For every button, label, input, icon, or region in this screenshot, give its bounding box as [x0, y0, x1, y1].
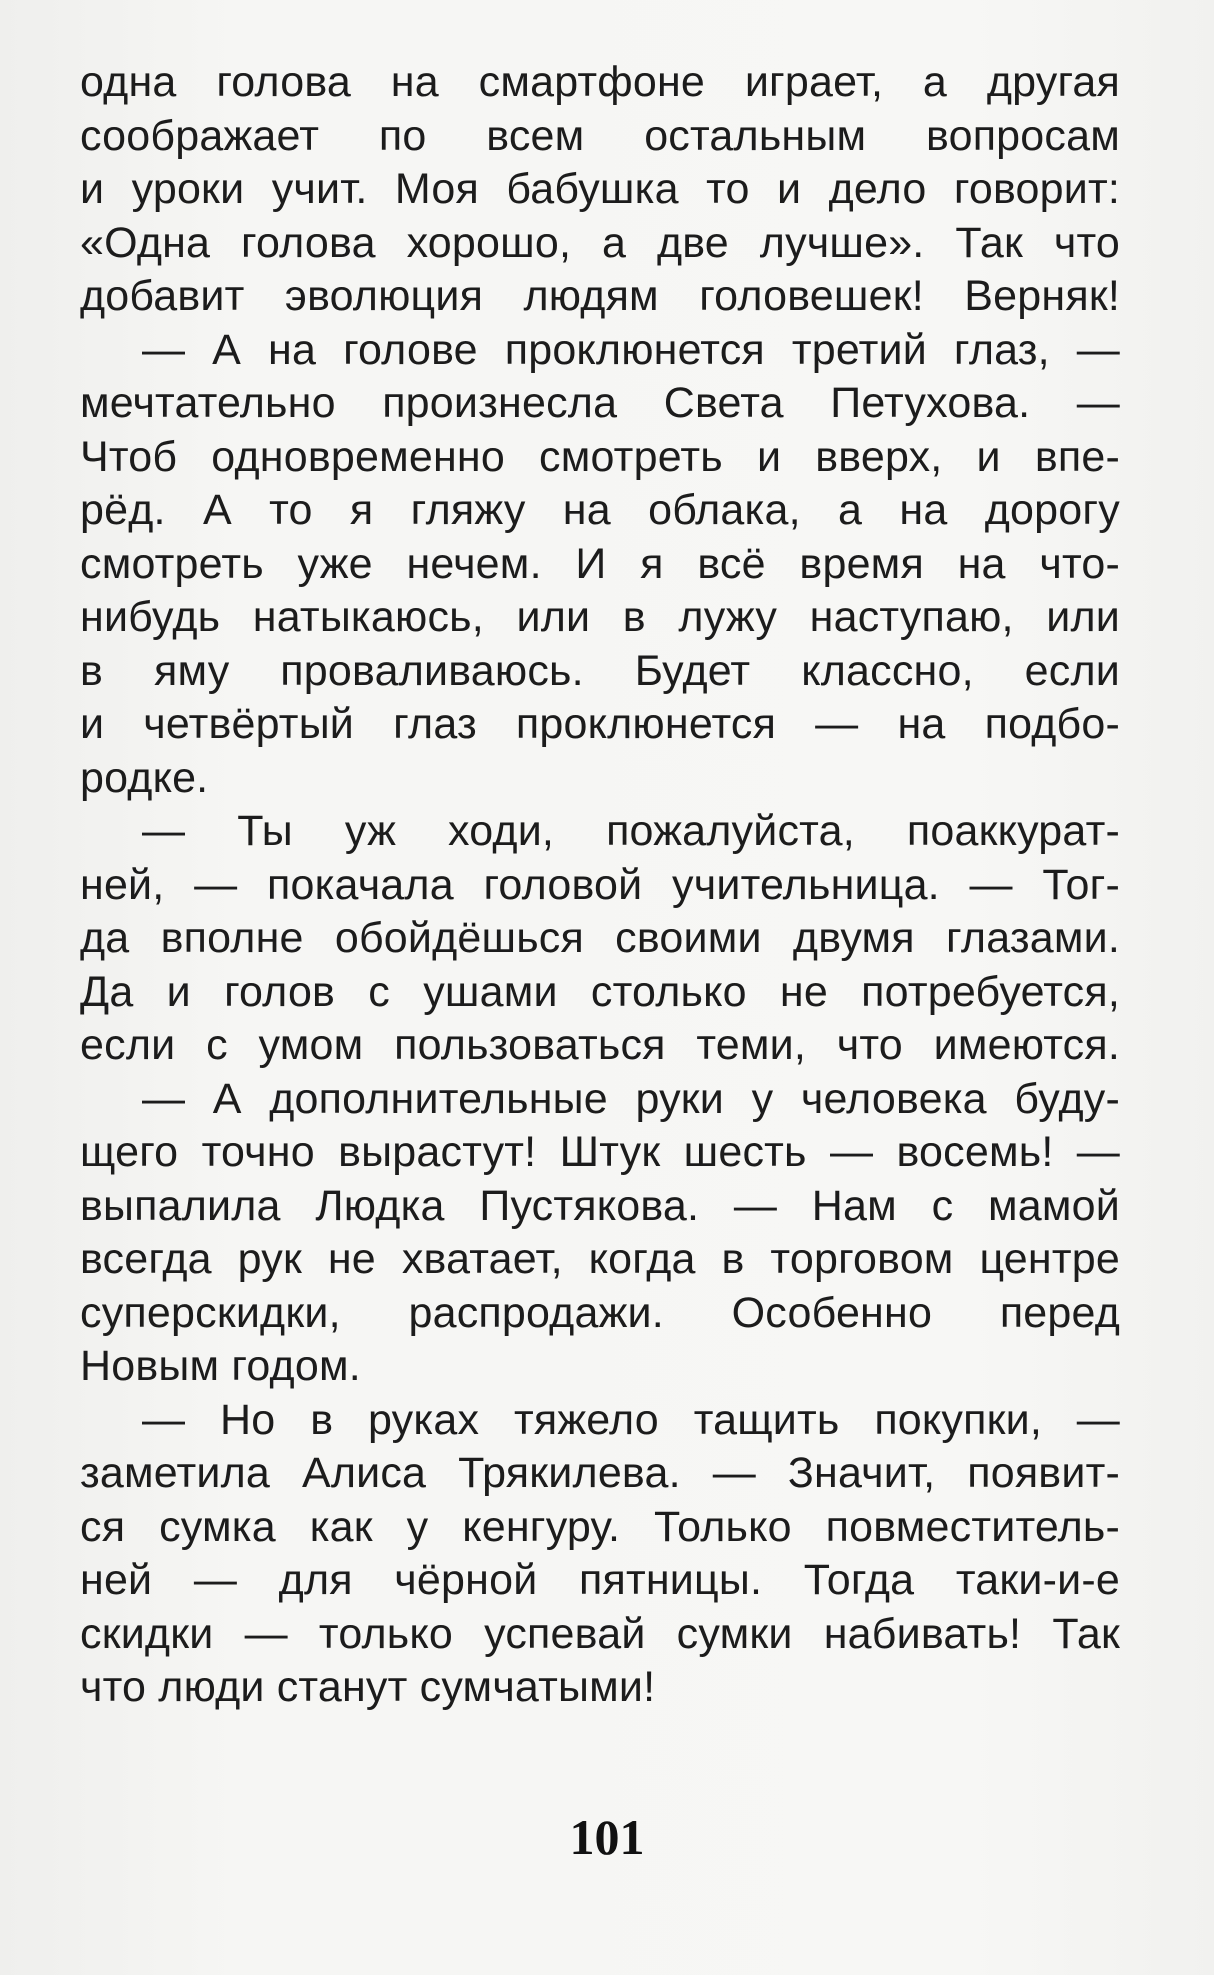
- body-text: [80, 56, 1120, 1715]
- text-line: соображает по всем остальным вопросам: [80, 111, 1120, 160]
- text-line: — А дополнительные руки у человека буду-: [142, 1074, 1120, 1123]
- text-line: добавит эволюция людям головешек! Верняк!: [80, 272, 1120, 320]
- text-line: скидки — только успевай сумки набивать! Так: [80, 1609, 1120, 1658]
- text-line: Чтоб одновременно смотреть и вверх, и впе-: [80, 432, 1120, 481]
- text-line: Новым годом.: [80, 1342, 361, 1390]
- text-line: — Но в руках тяжело тащить покупки, —: [142, 1395, 1120, 1444]
- text-line: что люди станут сумчатыми!: [80, 1663, 656, 1711]
- text-line: рёд. А то я гляжу на облака, а на дорогу: [80, 486, 1120, 534]
- text-line: всегда рук не хватает, когда в торговом центре: [80, 1235, 1120, 1283]
- text-line: ней, — покачала головой учительница. — Тог-: [80, 860, 1120, 909]
- text-line: — Ты уж ходи, пожалуйста, поаккурат-: [142, 807, 1120, 855]
- text-line: и уроки учит. Моя бабушка то и дело говорит:: [80, 165, 1120, 213]
- text-line: ней — для чёрной пятницы. Тогда таки-и-е: [80, 1556, 1120, 1604]
- text-line: выпалила Людка Пустякова. — Нам с мамой: [80, 1181, 1120, 1230]
- text-line: ся сумка как у кенгуру. Только повместитель-: [80, 1502, 1120, 1551]
- text-line: одна голова на смартфоне играет, а другая: [80, 58, 1120, 106]
- text-line: мечтательно произнесла Света Петухова. —: [80, 379, 1120, 427]
- text-line: заметила Алиса Трякилева. — Значит, появит-: [80, 1449, 1120, 1497]
- text-line: щего точно вырастут! Штук шесть — восемь! —: [80, 1128, 1120, 1176]
- text-line: родке.: [80, 753, 209, 802]
- page-number: 101: [569, 1809, 645, 1865]
- text-line: — А на голове проклюнется третий глаз, —: [142, 325, 1120, 374]
- text-line: «Одна голова хорошо, а две лучше». Так что: [80, 218, 1120, 267]
- text-line: и четвёртый глаз проклюнется — на подбо-: [80, 700, 1120, 748]
- text-line: в яму проваливаюсь. Будет классно, если: [80, 646, 1120, 695]
- text-line: если с умом пользоваться теми, что имеются.: [80, 1021, 1120, 1069]
- text-line: суперскидки, распродажи. Особенно перед: [80, 1288, 1120, 1337]
- text-line: да вполне обойдёшься своими двумя глазами.: [80, 914, 1120, 962]
- text-line: смотреть уже нечем. И я всё время на что-: [80, 539, 1120, 588]
- text-line: нибудь натыкаюсь, или в лужу наступаю, или: [80, 593, 1120, 641]
- text-line: Да и голов с ушами столько не потребуется,: [80, 967, 1120, 1016]
